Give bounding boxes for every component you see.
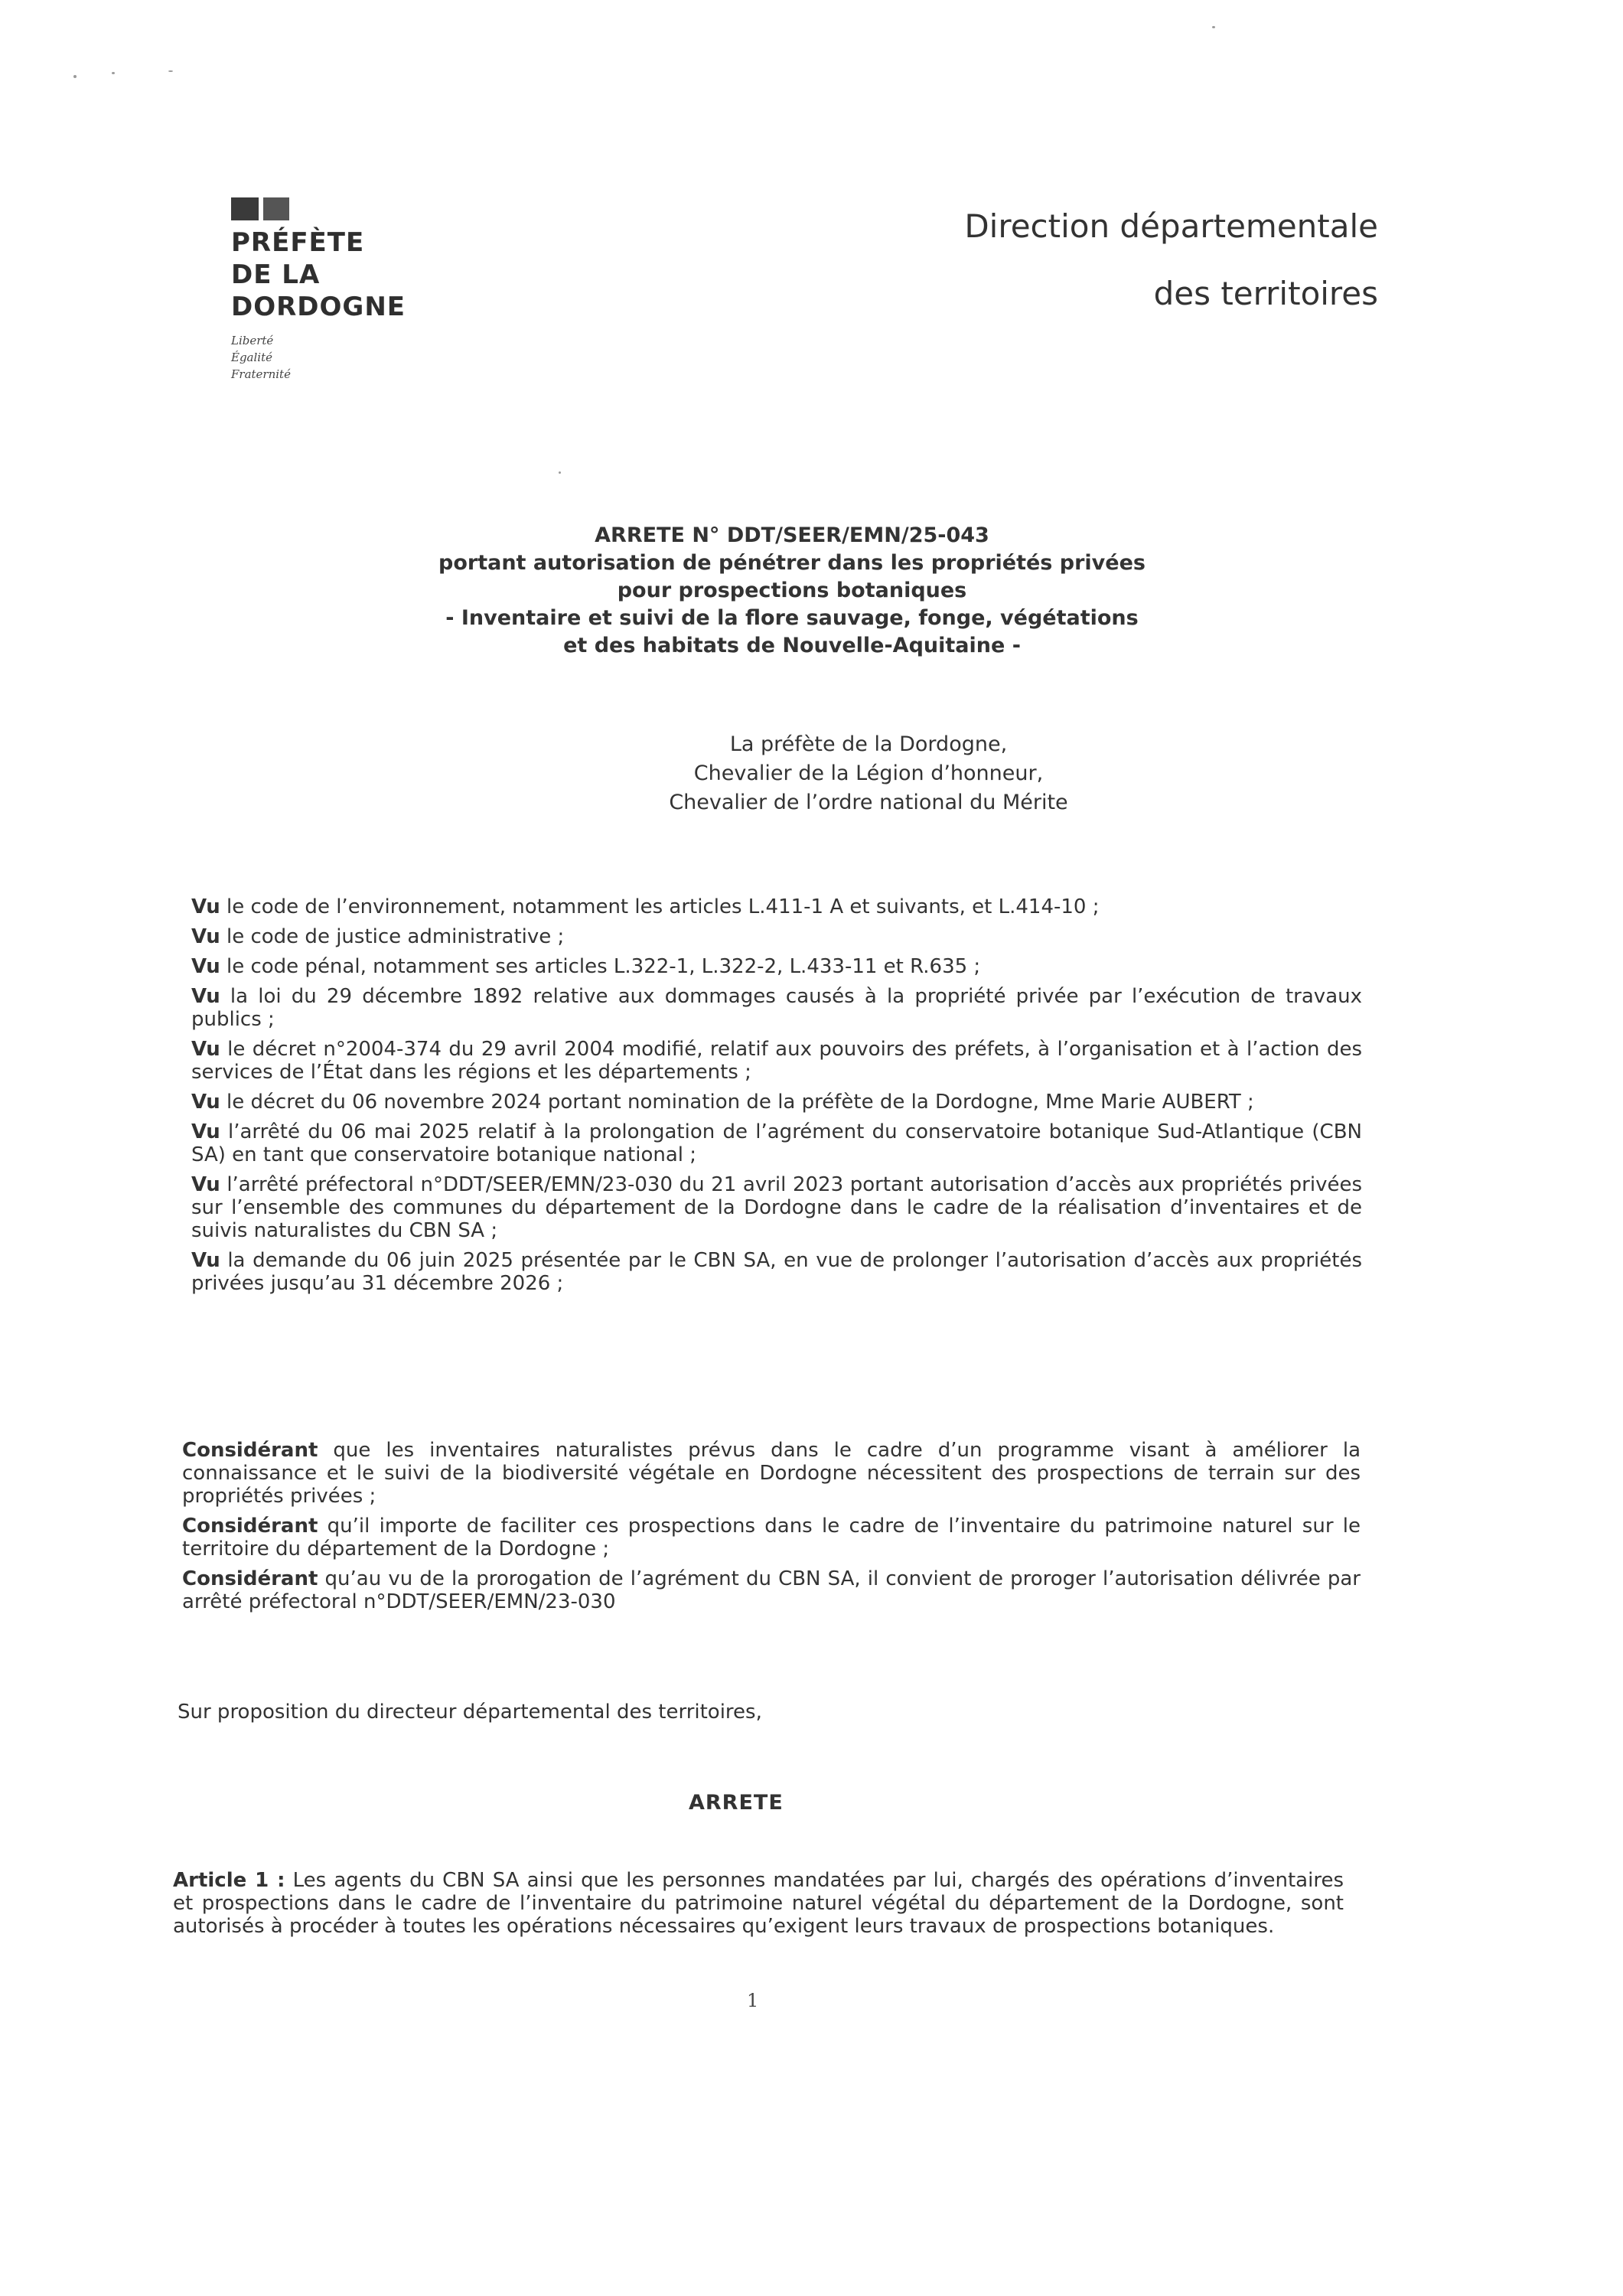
article-1	[173, 1869, 1344, 1945]
visa-paragraph	[191, 1173, 1362, 1242]
visa-keyword: Vu	[191, 1091, 220, 1114]
emblem-block-left	[231, 197, 259, 220]
visa-paragraph	[191, 1120, 1362, 1166]
direction-header	[964, 193, 1378, 328]
visa-text: le code pénal, notamment ses articles L.322-1, L.322-2, L.433-11 et R.635 ;	[220, 955, 981, 978]
visa-keyword: Vu	[191, 1038, 220, 1061]
logo-line-1: PRÉFÈTE	[231, 227, 365, 258]
authority-line-3: Chevalier de l’ordre national du Mérite	[669, 791, 1068, 814]
visa-text: le décret n°2004-374 du 29 avril 2004 modifié, relatif aux pouvoirs des préfets, à l’organisation et à l’action des services de l’État dans les régions et les départements ;	[191, 1038, 1362, 1084]
title-line-5: et des habitats de Nouvelle-Aquitaine -	[563, 634, 1021, 657]
title-line-3: pour prospections botaniques	[617, 579, 967, 602]
prefecture-logo	[231, 197, 430, 383]
article-1-text: Les agents du CBN SA ainsi que les personnes mandatées par lui, chargés des opérations d’inventaires et prospections dans le cadre de l’inventaire du patrimoine naturel végétal du département de la Dordogne, sont autorisés à procéder à toutes les opérations nécessaires qu’exigent leurs travaux de prospections botaniques.	[173, 1869, 1344, 1938]
emblem-block-right	[263, 197, 289, 220]
considerant-keyword: Considérant	[182, 1439, 318, 1462]
visa-keyword: Vu	[191, 1173, 220, 1196]
article-1-paragraph	[173, 1869, 1344, 1938]
scan-speck	[112, 72, 115, 74]
visa-text: le décret du 06 novembre 2024 portant nomination de la préfète de la Dordogne, Mme Marie AUBERT ;	[220, 1091, 1254, 1114]
scan-speck	[1212, 26, 1215, 28]
visa-text: la loi du 29 décembre 1892 relative aux dommages causés à la propriété privée par l’exécution de travaux publics ;	[191, 985, 1362, 1031]
motto-egalite: Égalité	[231, 351, 272, 364]
scan-speck	[559, 471, 561, 474]
logo-line-2: DE LA	[231, 259, 321, 290]
republic-motto	[231, 332, 430, 383]
marianne-emblem	[231, 197, 430, 220]
considerant-keyword: Considérant	[182, 1515, 318, 1538]
visa-keyword: Vu	[191, 925, 220, 948]
arrete-title	[352, 522, 1232, 660]
visa-keyword: Vu	[191, 1249, 220, 1272]
visa-text: l’arrêté du 06 mai 2025 relatif à la prolongation de l’agrément du conservatoire botanique Sud-Atlantique (CBN SA) en tant que conservatoire botanique national ;	[191, 1120, 1362, 1166]
visa-keyword: Vu	[191, 1120, 220, 1143]
considerant-paragraph	[182, 1567, 1361, 1613]
visa-paragraph	[191, 1249, 1362, 1295]
considerant-keyword: Considérant	[182, 1567, 318, 1590]
article-1-label: Article 1 :	[173, 1869, 285, 1892]
page-number: 1	[747, 1990, 759, 2011]
visa-keyword: Vu	[191, 895, 220, 918]
authority-line-1: La préfète de la Dordogne,	[729, 732, 1008, 756]
visa-paragraph	[191, 1091, 1362, 1114]
visa-keyword: Vu	[191, 955, 220, 978]
visa-text: la demande du 06 juin 2025 présentée par le CBN SA, en vue de prolonger l’autorisation d’accès aux propriétés privées jusqu’au 31 décembre 2026 ;	[191, 1249, 1362, 1295]
considerant-text: qu’il importe de faciliter ces prospections dans le cadre de l’inventaire du patrimoine naturel sur le territoire du département de la Dordogne ;	[182, 1515, 1361, 1561]
title-line-1: ARRETE N° DDT/SEER/EMN/25-043	[595, 523, 989, 547]
visa-keyword: Vu	[191, 985, 220, 1008]
signing-authority	[429, 730, 1309, 817]
visa-paragraph	[191, 955, 1362, 978]
scan-speck	[168, 70, 173, 72]
direction-line-2: des territoires	[1153, 275, 1378, 312]
visa-text: l’arrêté préfectoral n°DDT/SEER/EMN/23-030 du 21 avril 2023 portant autorisation d’accès aux propriétés privées sur l’ensemble des communes du département de la Dordogne dans le cadre de la réalisation d’inventaires et de suivis naturalistes du CBN SA ;	[191, 1173, 1362, 1242]
considerants-section	[182, 1439, 1361, 1620]
visa-paragraph	[191, 925, 1362, 948]
visas-section	[191, 895, 1362, 1302]
title-line-4: - Inventaire et suivi de la flore sauvage, fonge, végétations	[445, 606, 1139, 630]
considerant-text: que les inventaires naturalistes prévus dans le cadre d’un programme visant à améliorer la connaissance et le suivi de la biodiversité végétale en Dordogne nécessitent des prospections de terrain sur des propriétés privées ;	[182, 1439, 1361, 1508]
motto-liberte: Liberté	[231, 334, 274, 347]
proposition-line: Sur proposition du directeur départemental des territoires,	[178, 1701, 762, 1724]
title-line-2: portant autorisation de pénétrer dans les propriétés privées	[438, 551, 1146, 575]
visa-text: le code de justice administrative ;	[220, 925, 565, 948]
visa-paragraph	[191, 985, 1362, 1031]
considerant-paragraph	[182, 1515, 1361, 1561]
visa-text: le code de l’environnement, notamment les articles L.411-1 A et suivants, et L.414-10 ;	[220, 895, 1100, 918]
motto-fraternite: Fraternité	[231, 367, 291, 381]
logo-line-3: DORDOGNE	[231, 292, 406, 322]
considerant-paragraph	[182, 1439, 1361, 1508]
visa-paragraph	[191, 895, 1362, 918]
considerant-text: qu’au vu de la prorogation de l’agrément du CBN SA, il convient de proroger l’autorisation délivrée par arrêté préfectoral n°DDT/SEER/EMN/23-030	[182, 1567, 1361, 1613]
authority-line-2: Chevalier de la Légion d’honneur,	[693, 762, 1044, 785]
arrete-heading: ARRETE	[689, 1791, 784, 1815]
visa-paragraph	[191, 1038, 1362, 1084]
scan-speck	[73, 75, 77, 78]
direction-line-1: Direction départementale	[964, 207, 1378, 245]
